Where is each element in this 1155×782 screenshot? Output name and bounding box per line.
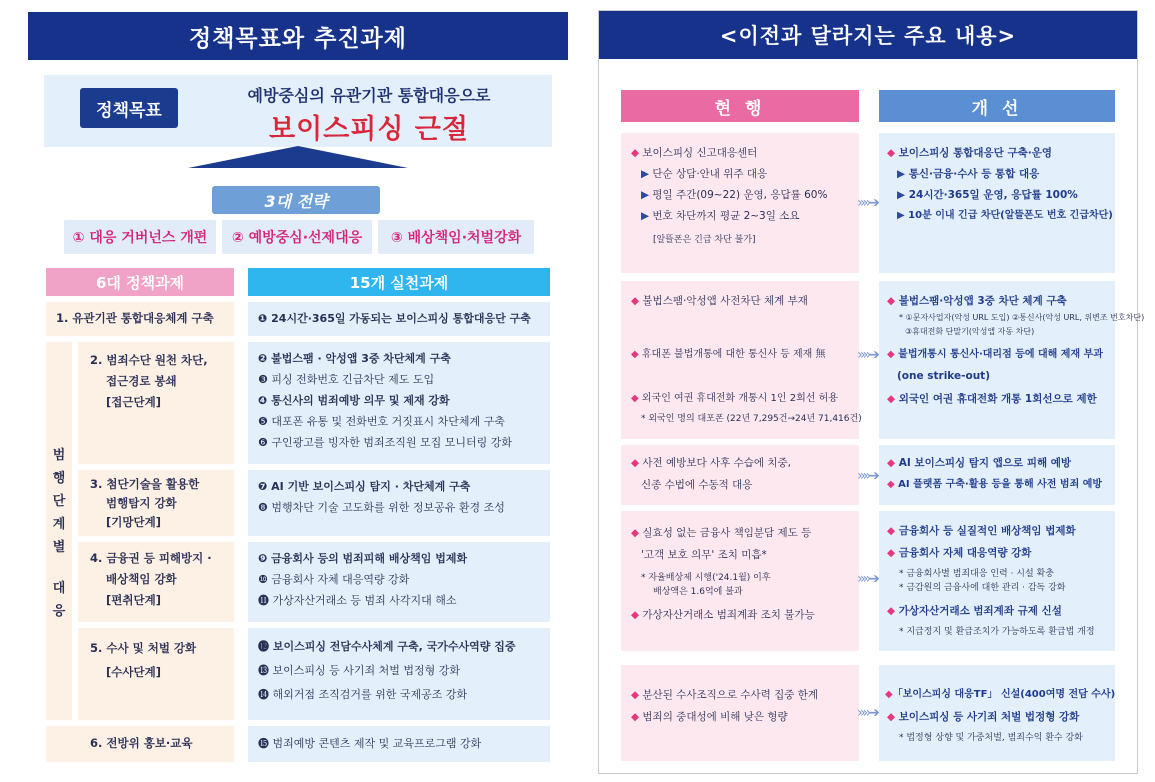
triangle-bullet-icon: ▶: [641, 189, 650, 201]
diamond-bullet-icon: ◆: [631, 457, 640, 469]
current-note: 배상액은 1.6억에 불과: [653, 587, 743, 597]
vertical-char: 별: [52, 539, 66, 555]
action-item: ⓮ 해외거점 조직검거를 위한 국제공조 강화: [258, 688, 468, 701]
improved-line: ◆ 불법스팸·악성앱 3중 차단 체계 구축: [887, 295, 1067, 307]
vertical-char: 응: [52, 603, 66, 619]
policy-task-6: [46, 726, 234, 762]
policy-task-2: [78, 342, 234, 464]
task-stage: [편취단계]: [106, 593, 161, 607]
diamond-bullet-icon: ◆: [887, 295, 896, 307]
improved-note: * 법정형 상향 및 가중처벌, 범죄수익 환수 강화: [899, 733, 1083, 743]
action-item: ❺ 대포폰 유통 및 전화번호 거짓표시 차단체계 구축: [258, 415, 505, 428]
transition-arrow-icon: »»➔: [857, 347, 877, 363]
vertical-char: 대: [52, 580, 66, 596]
right-panel-title: <이전과 달라지는 주요 내용>: [599, 11, 1137, 59]
improved-line: ◆ AI 보이스피싱 탐지 앱으로 피해 예방: [887, 457, 1072, 469]
action-group-1: [248, 302, 550, 336]
task-title: 3. 첨단기술을 활용한: [90, 477, 200, 491]
improved-line: ◆ 외국인 여권 휴대전화 개통 1회선으로 제한: [887, 393, 1097, 405]
diamond-bullet-icon: ◆: [887, 479, 895, 490]
action-item: ⓬ 보이스피싱 전담수사체계 구축, 국가수사역량 집중: [258, 640, 516, 653]
task-title: 1. 유관기관 통합대응체계 구축: [56, 311, 214, 325]
task-title: 접근경로 봉쇄: [106, 374, 177, 388]
diamond-bullet-icon: ◆: [887, 349, 895, 360]
action-item: ❶ 24시간·365일 가동되는 보이스피싱 통합대응단 구축: [258, 312, 531, 325]
improved-line: ◆ 가상자산거래소 범죄계좌 규제 신설: [887, 605, 1062, 617]
task-title: 2. 범죄수단 원천 차단,: [90, 353, 208, 367]
triangle-bullet-icon: ▶: [641, 168, 650, 180]
improved-line: ◆ 보이스피싱 등 사기죄 처벌 법정형 강화: [887, 711, 1080, 723]
task-stage: [접근단계]: [106, 395, 161, 409]
current-line: ◆ 범죄의 중대성에 비해 낮은 형량: [631, 711, 788, 723]
current-line: ◆ 가상자산거래소 범죄계좌 조치 불가능: [631, 609, 815, 621]
task-title: 배상책임 강화: [106, 572, 177, 586]
strategy-item: ① 대응 거버넌스 개편: [64, 220, 216, 254]
improved-line: ▶ 통신·금융·수사 등 통합 대응: [897, 168, 1040, 180]
action-group-2: [248, 342, 550, 464]
current-note: * 자율배상제 시행('24.1월) 이후: [641, 573, 771, 583]
policy-task-1: [46, 302, 234, 336]
task-title: 범행탐지 강화: [106, 496, 177, 510]
improved-note: * 지급정지 및 환급조치가 가능하도록 환급법 개정: [899, 627, 1095, 637]
action-item: ⓫ 가상자산거래소 등 범죄 사각지대 해소: [258, 594, 457, 607]
improved-line: ◆ 금융회사 자체 대응역량 강화: [887, 547, 1032, 559]
improved-column-header: 개 선: [879, 90, 1115, 122]
vertical-char: 범: [52, 447, 66, 463]
action-item: ❼ AI 기반 보이스피싱 탐지 · 차단체계 구축: [258, 480, 471, 493]
task-stage: [기망단계]: [106, 515, 161, 529]
current-line: ◆ 보이스피싱 신고대응센터: [631, 147, 758, 159]
diamond-bullet-icon: ◆: [631, 349, 639, 360]
diamond-bullet-icon: ◆: [887, 547, 896, 559]
action-items-header: 15개 실천과제: [248, 268, 550, 296]
action-item: ❾ 금융회사 등의 범죄피해 배상책임 법제화: [258, 552, 468, 565]
task-title: 5. 수사 및 처벌 강화: [90, 641, 197, 655]
up-arrow-icon: [188, 146, 408, 168]
improved-note: * 금감원의 금융사에 대한 관리 · 감독 강화: [899, 583, 1066, 593]
policy-task-3: [78, 470, 234, 536]
action-group-3: [248, 470, 550, 536]
diamond-bullet-icon: ◆: [887, 605, 896, 617]
diamond-bullet-icon: ◆: [631, 393, 639, 404]
diamond-bullet-icon: ◆: [631, 711, 640, 723]
policy-goal-subtitle: 예방중심의 유관기관 통합대응으로: [247, 86, 491, 105]
diamond-bullet-icon: ◆: [887, 711, 896, 723]
vertical-char: 계: [52, 516, 66, 532]
current-line: ◆ 실효성 없는 금융사 책임분담 제도 등: [631, 527, 812, 539]
action-item: ❽ 범행차단 기술 고도화를 위한 정보공유 환경 조성: [258, 501, 505, 514]
policy-goal-headline: 보이스피싱 근절: [269, 114, 469, 145]
action-item: ❷ 불법스팸 · 악성앱 3중 차단체계 구축: [258, 352, 451, 365]
improved-line: ◆ 불법개통시 통신사·대리점 등에 대해 제재 부과: [887, 349, 1103, 360]
diamond-bullet-icon: ◆: [887, 393, 896, 405]
transition-arrow-icon: »»➔: [857, 195, 877, 211]
action-group-5: [248, 628, 550, 720]
current-line: ◆ 불법스팸·악성앱 사전차단 체계 부재: [631, 295, 808, 307]
strategy-list: [64, 220, 534, 254]
diamond-bullet-icon: ◆: [887, 457, 896, 469]
strategy-label: 3대 전략: [212, 186, 380, 214]
left-panel-title: 정책목표와 추진과제: [28, 12, 568, 60]
current-column-header: 현 행: [621, 90, 859, 122]
task-title: 6. 전방위 홍보·교육: [90, 736, 193, 750]
task-title: 4. 금융권 등 피해방지 ·: [90, 551, 212, 565]
improved-note: * 금융회사별 범죄대응 인력 · 시설 확충: [899, 569, 1054, 579]
policy-task-4: [78, 542, 234, 622]
diamond-bullet-icon: ◆: [885, 689, 893, 700]
diamond-bullet-icon: ◆: [887, 525, 896, 537]
action-item: ❿ 금융회사 자체 대응역량 강화: [258, 573, 410, 586]
transition-arrow-icon: »»➔: [857, 705, 877, 721]
improved-line: ◆「보이스피싱 대응TF」 신설(400여명 전담 수사): [885, 689, 1116, 700]
current-line: ▶ 평일 주간(09~22) 운영, 응답률 60%: [641, 189, 828, 201]
policy-goal-tag: 정책목표: [80, 88, 178, 128]
strategy-item: ② 예방중심·선제대응: [222, 220, 372, 254]
vertical-char: 행: [52, 470, 66, 486]
current-line: ◆ 분산된 수사조직으로 수사력 집중 한계: [631, 689, 819, 701]
improved-note: * ①문자사업자(악성 URL 도입) ②통신사(악성 URL, 위변조 번호차단): [899, 313, 1145, 322]
policy-tasks-header: 6대 정책과제: [46, 268, 234, 296]
changes-panel: [598, 10, 1145, 774]
current-line: ◆ 외국인 여권 휴대전화 개통시 1인 2회선 허용: [631, 393, 838, 404]
triangle-bullet-icon: ▶: [641, 210, 650, 222]
action-item: ❻ 구인광고를 빙자한 범죄조직원 모집 모니터링 강화: [258, 436, 512, 449]
current-line: 신종 수법에 수동적 대응: [641, 479, 753, 491]
stage-response-vertical-label: [46, 342, 72, 720]
action-item: ⓯ 범죄예방 콘텐츠 제작 및 교육프로그램 강화: [258, 737, 482, 750]
improved-line: ◆ AI 플랫폼 구축·활용 등을 통해 사전 범죄 예방: [887, 479, 1103, 490]
improved-line: (one strike-out): [897, 370, 990, 382]
diamond-bullet-icon: ◆: [631, 609, 640, 621]
action-group-4: [248, 542, 550, 622]
improved-line: ▶ 24시간·365일 운영, 응답률 100%: [897, 189, 1078, 201]
action-item: ❸ 피싱 전화번호 긴급차단 제도 도입: [258, 373, 435, 386]
triangle-bullet-icon: ▶: [897, 189, 906, 201]
current-line: '고객 보호 의무' 조치 미흡*: [641, 549, 767, 561]
improved-line: ▶ 10분 이내 긴급 차단(알뜰폰도 번호 긴급차단): [897, 210, 1113, 221]
strategy-item: ③ 배상책임·처벌강화: [378, 220, 534, 254]
transition-arrow-icon: »»➔: [857, 468, 877, 484]
action-item: ❹ 통신사의 범죄예방 의무 및 제재 강화: [258, 394, 450, 407]
current-line: ▶ 번호 차단까지 평균 2~3일 소요: [641, 210, 800, 222]
diamond-bullet-icon: ◆: [631, 689, 640, 701]
policy-task-5: [78, 628, 234, 720]
improved-line: ◆ 보이스피싱 통합대응단 구축·운영: [887, 147, 1053, 159]
policy-goals-panel: [28, 12, 568, 777]
current-line: ▶ 단순 상담·안내 위주 대응: [641, 168, 768, 180]
diamond-bullet-icon: ◆: [887, 147, 896, 159]
action-item: ⓭ 보이스피싱 등 사기죄 처벌 법정형 강화: [258, 664, 460, 677]
current-note: [알뜰폰은 긴급 차단 불가]: [653, 235, 756, 245]
triangle-bullet-icon: ▶: [897, 210, 905, 221]
transition-arrow-icon: »»➔: [857, 571, 877, 587]
current-line: ◆ 휴대폰 불법개통에 대한 통신사 등 제재 無: [631, 349, 826, 360]
action-group-6: [248, 726, 550, 762]
improved-note: ③휴대전화 단말기(악성앱 자동 차단): [905, 327, 1035, 336]
current-line: ◆ 사전 예방보다 사후 수습에 치중,: [631, 457, 791, 469]
improved-line: ◆ 금융회사 등 실질적인 배상책임 법제화: [887, 525, 1076, 537]
vertical-char: 단: [52, 493, 66, 509]
diamond-bullet-icon: ◆: [631, 527, 640, 539]
current-note: * 외국인 명의 대포폰 (22년 7,295건→24년 71,416건): [641, 414, 862, 424]
diamond-bullet-icon: ◆: [631, 147, 640, 159]
task-stage: [수사단계]: [106, 665, 161, 679]
triangle-bullet-icon: ▶: [897, 168, 906, 180]
diamond-bullet-icon: ◆: [631, 295, 640, 307]
policy-goal-box: [44, 75, 552, 147]
